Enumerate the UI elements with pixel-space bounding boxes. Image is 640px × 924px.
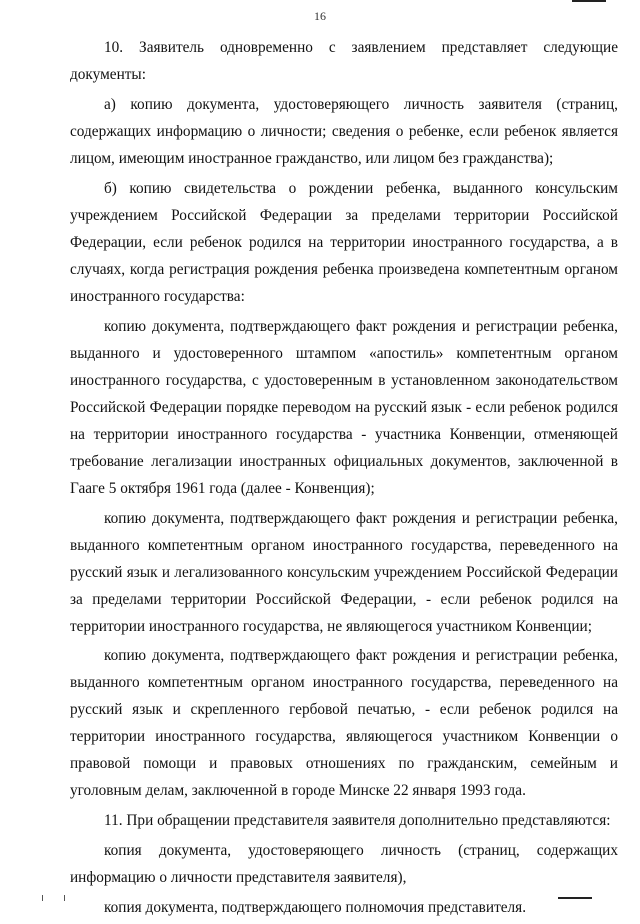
paragraph-representative-authority: копия документа, подтверждающего полномочия представителя.: [104, 899, 527, 917]
document-body: [70, 34, 618, 924]
paragraph-10: 10. Заявитель одновременно с заявлением представляет следующие документы:: [70, 39, 618, 83]
paragraph-10a: а) копию документа, удостоверяющего личность заявителя (страниц, содержащих информацию о личности; сведения о ребенке, если ребенок является лицом, имеющим иностранное гражданство, или лицом без гражданства);: [70, 95, 618, 167]
paragraph-representative-id: копия документа, удостоверяющего личность (страниц, содержащих информацию о личности представителя заявителя),: [70, 842, 618, 887]
paragraph-apostille: копию документа, подтверждающего факт рождения и регистрации ребенка, выданного и удостоверенного штампом «апостиль» компетентным органом иностранного государства, с удостоверенным в установленном законодательством Российской Федерации порядке переводом на русский язык - если ребенок родился на территории иностранного государства - участника Конвенции, отменяющей требование легализации иностранных официальных документов, заключенной в Гааге 5 октября 1961 года (далее - Конвенция);: [70, 317, 618, 497]
page-number: 16: [314, 9, 326, 23]
paragraph-legalized: копию документа, подтверждающего факт рождения и регистрации ребенка, выданного компетентным органом иностранного государства, переведенного на русский язык и легализованного консульским учреждением Российской Федерации за пределами территории Российской Федерации, - если ребенок родился на территории иностранного государства, не являющегося участником Конвенции;: [70, 509, 618, 635]
scan-tick-bottom-left-2: [64, 895, 65, 901]
paragraph-10b: б) копию свидетельства о рождении ребенка, выданного консульским учреждением Российской Федерации за пределами территории Российской Федерации, если ребенок родился на территории иностранного государства, а в случаях, когда регистрация рождения ребенка произведена компетентным органом иностранного государства:: [70, 179, 618, 305]
paragraph-minsk-convention: копию документа, подтверждающего факт рождения и регистрации ребенка, выданного компетентным органом иностранного государства, переведенного на русский язык и скрепленного гербовой печатью, - если ребенок родился на территории иностранного государства, являющегося участником Конвенции о правовой помощи и правовых отношениях по гражданским, семейным и уголовным делам, заключенной в городе Минске 22 января 1993 года.: [70, 647, 618, 800]
scan-mark-top-right: [572, 0, 606, 2]
scan-tick-bottom-left: [42, 895, 43, 901]
paragraph-11: 11. При обращении представителя заявителя дополнительно представляются:: [104, 812, 611, 830]
